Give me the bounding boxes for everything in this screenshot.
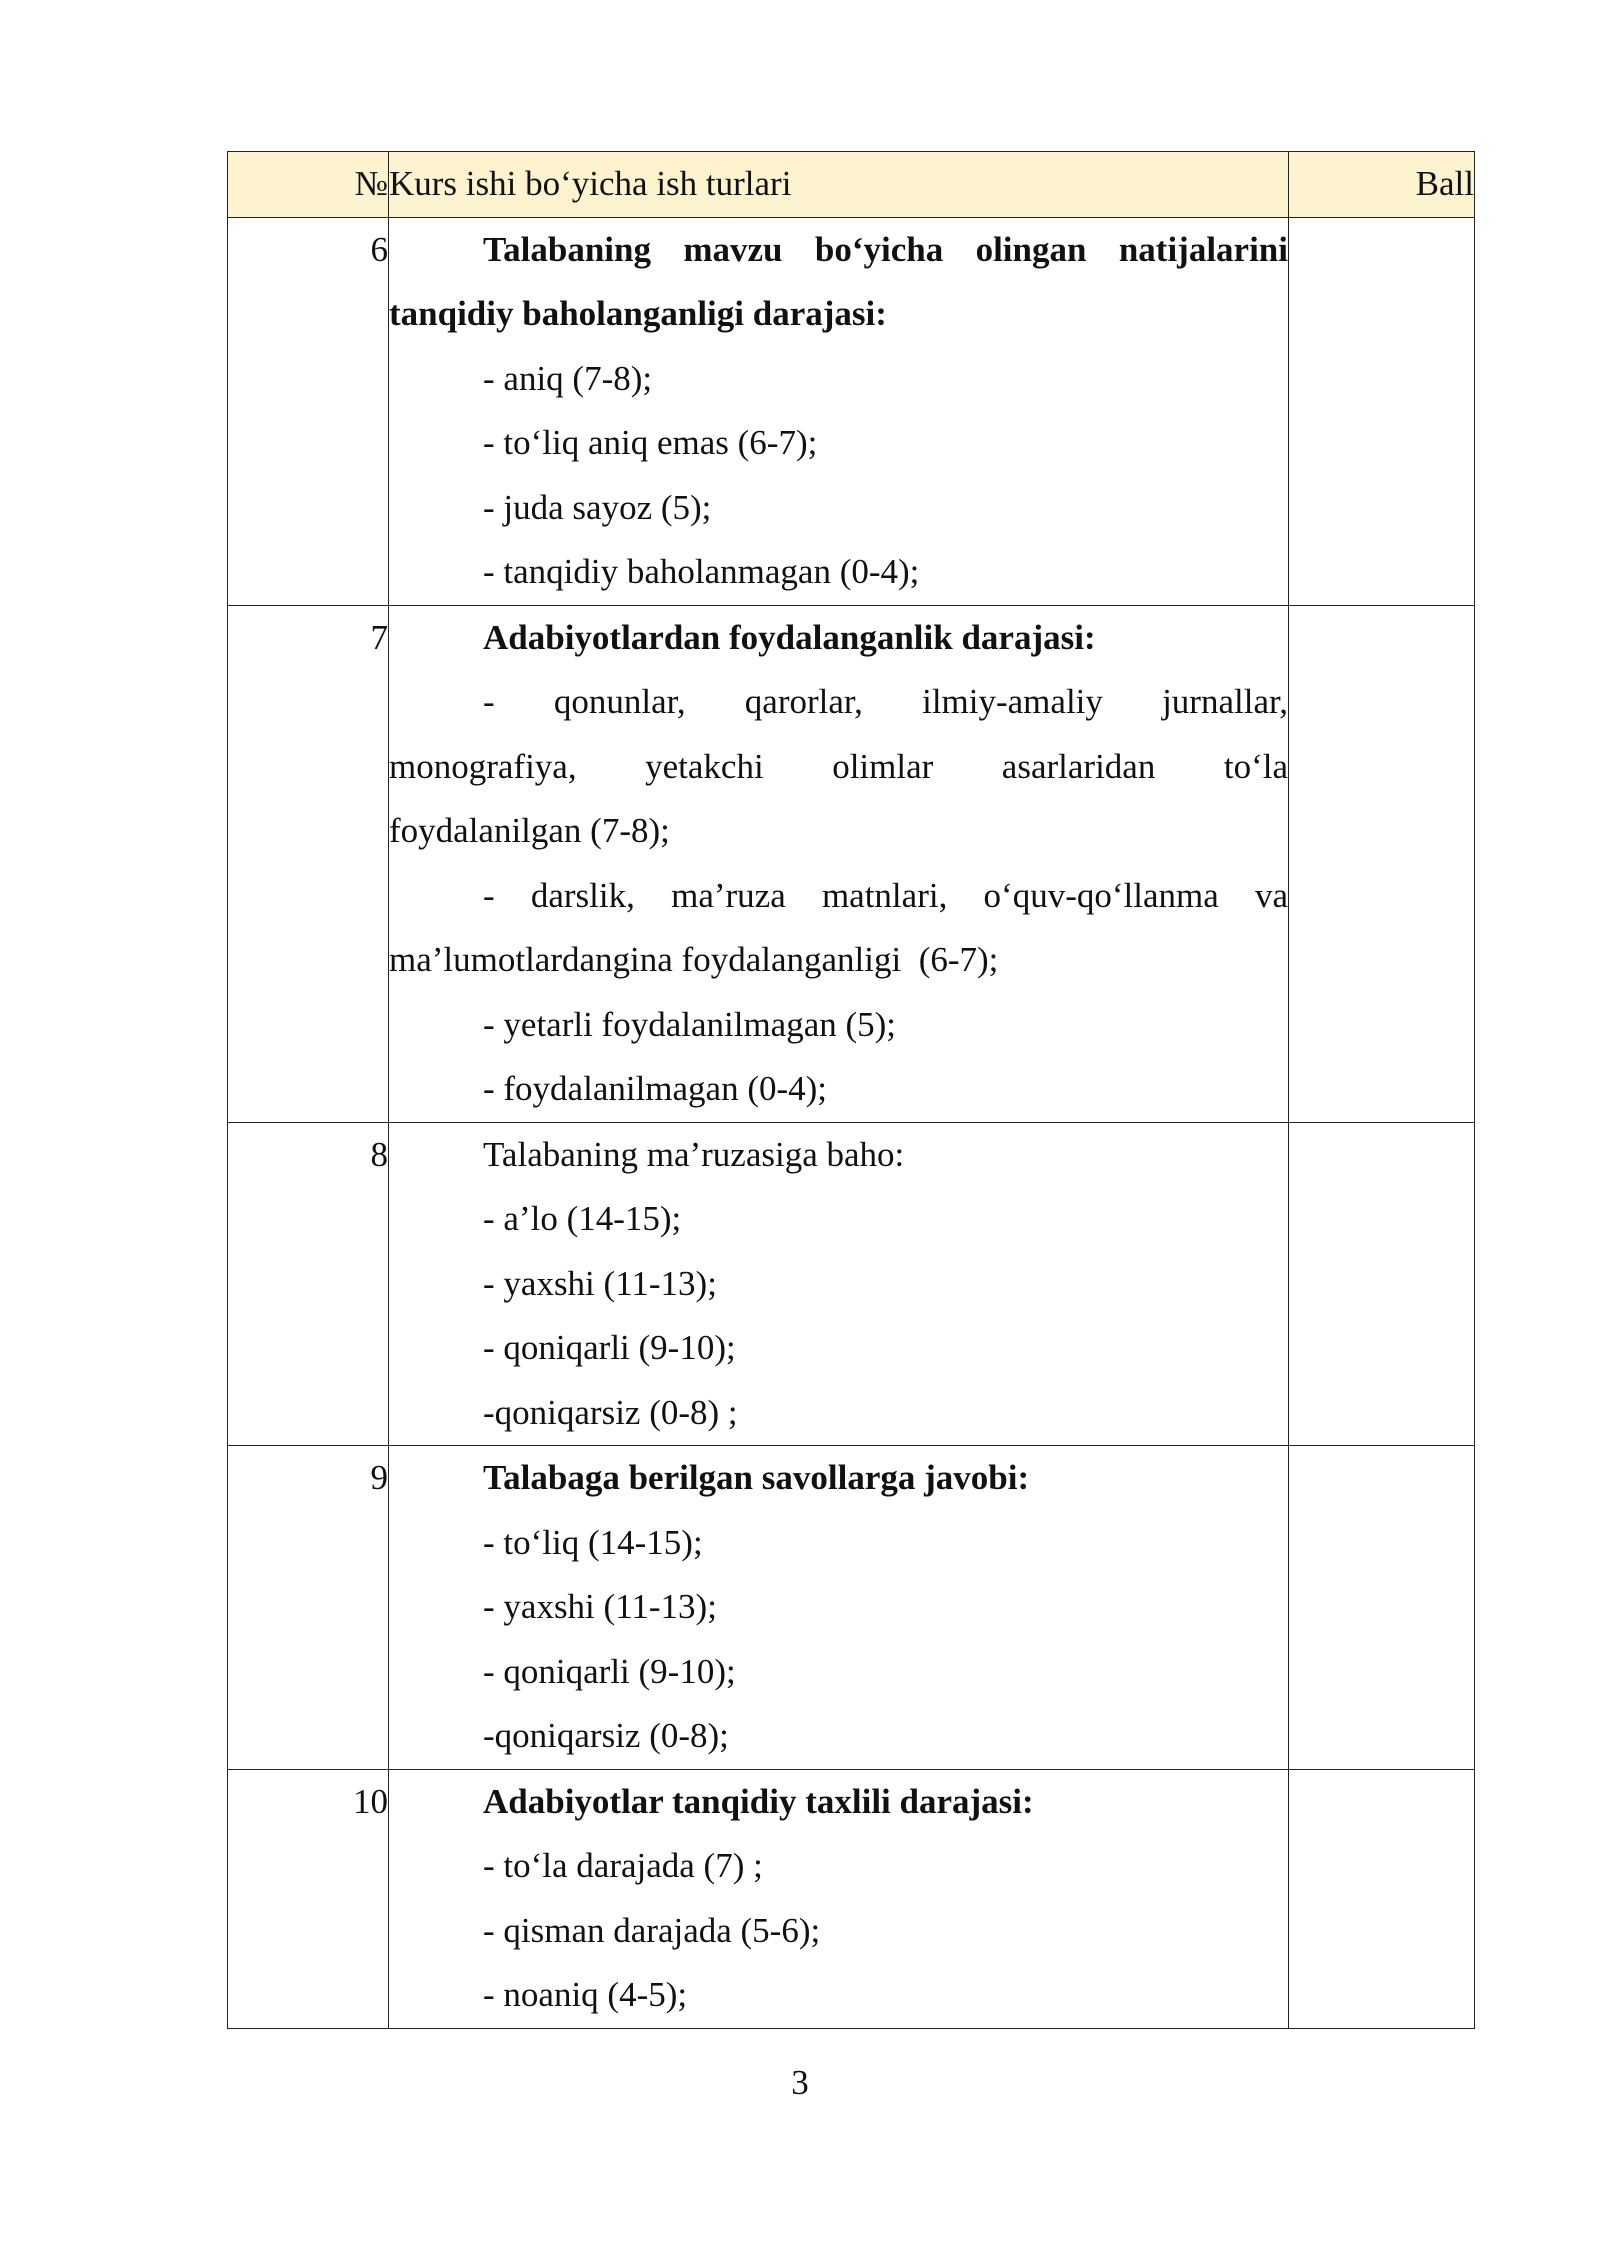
row-number: 8: [228, 1122, 389, 1446]
criteria-item: - qoniqarli (9-10);: [483, 1651, 736, 1691]
page-number: 3: [791, 2063, 809, 2102]
criteria-item: - foydalanilmagan (0-4);: [483, 1069, 828, 1108]
criteria-item: - tanqidiy baholanmagan (0-4);: [483, 552, 920, 591]
criteria-item: - to‘liq aniq emas (6-7);: [483, 423, 818, 462]
criteria-paragraph-line: - darslik, ma’ruza matnlari, o‘quv-qo‘llanma va: [483, 875, 1288, 915]
grading-criteria-table: [227, 151, 1475, 2029]
criteria-cell: [389, 1446, 1289, 1770]
table-row: [228, 605, 1475, 1122]
criteria-cell: [389, 1769, 1289, 2028]
table-row: [228, 217, 1475, 605]
criteria-item: - a’lo (14-15);: [483, 1199, 682, 1238]
criteria-item: - to‘la darajada (7) ;: [483, 1846, 763, 1885]
criteria-paragraph-line: foydalanilgan (7-8);: [389, 811, 670, 850]
criteria-item: - qisman darajada (5-6);: [483, 1910, 821, 1950]
criteria-title: Talabaning ma’ruzasiga baho:: [483, 1134, 905, 1174]
criteria-title: Talabaning mavzu bo‘yicha olingan natijalarini: [483, 229, 1288, 269]
criteria-paragraph-line: monografiya, yetakchi olimlar asarlaridan to‘la: [389, 746, 1288, 786]
row-number: 7: [228, 605, 389, 1122]
criteria-item: -qoniqarsiz (0-8) ;: [483, 1392, 738, 1432]
criteria-item: - yetarli foydalanilmagan (5);: [483, 1004, 897, 1044]
ball-cell: [1289, 605, 1475, 1122]
ball-cell: [1289, 217, 1475, 605]
criteria-item: - juda sayoz (5);: [483, 487, 712, 527]
criteria-item: -qoniqarsiz (0-8);: [483, 1716, 729, 1755]
table-row: [228, 1122, 1475, 1446]
header-number: №: [228, 152, 389, 218]
criteria-paragraph-line: ma’lumotlardangina foydalanganligi (6-7);: [389, 940, 999, 979]
criteria-title: Adabiyotlar tanqidiy taxlili darajasi:: [483, 1781, 1034, 1821]
ball-cell: [1289, 1769, 1475, 2028]
criteria-cell: [389, 605, 1289, 1122]
ball-cell: [1289, 1122, 1475, 1446]
row-number: 6: [228, 217, 389, 605]
ball-cell: [1289, 1446, 1475, 1770]
row-number: 10: [228, 1769, 389, 2028]
table-header-row: [228, 152, 1475, 218]
criteria-title: Adabiyotlardan foydalanganlik darajasi:: [483, 617, 1096, 657]
header-ball: Ball: [1289, 152, 1475, 218]
criteria-title-continued: tanqidiy baholanganligi darajasi:: [389, 294, 887, 333]
header-criteria: Kurs ishi bo‘yicha ish turlari: [389, 152, 1289, 218]
criteria-cell: [389, 217, 1289, 605]
criteria-item: - qoniqarli (9-10);: [483, 1328, 736, 1367]
criteria-title: Talabaga berilgan savollarga javobi:: [483, 1458, 1030, 1497]
table-row: [228, 1769, 1475, 2028]
criteria-item: - noaniq (4-5);: [483, 1975, 688, 2014]
row-number: 9: [228, 1446, 389, 1770]
criteria-item: - yaxshi (11-13);: [483, 1587, 717, 1626]
criteria-paragraph-line: - qonunlar, qarorlar, ilmiy-amaliy jurnallar,: [483, 682, 1288, 721]
table-row: [228, 1446, 1475, 1770]
criteria-item: - to‘liq (14-15);: [483, 1522, 703, 1562]
criteria-cell: [389, 1122, 1289, 1446]
criteria-item: - yaxshi (11-13);: [483, 1263, 717, 1303]
criteria-item: - aniq (7-8);: [483, 358, 653, 398]
